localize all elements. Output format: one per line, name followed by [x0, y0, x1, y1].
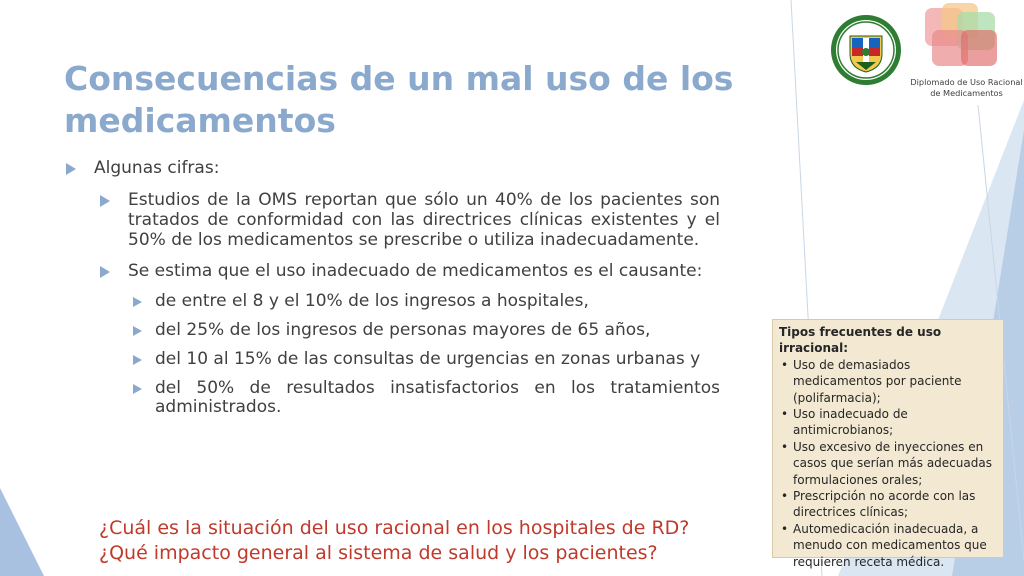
university-seal-icon — [830, 14, 902, 86]
callout-item — [779, 521, 997, 570]
color-squares-icon — [925, 3, 997, 66]
bullet-level2 — [64, 261, 720, 281]
bullet-text: Algunas cifras: — [94, 158, 220, 178]
question-line: ¿Cuál es la situación del uso racional en los hospitales de RD? — [99, 517, 690, 539]
bullet-text: Estudios de la OMS reportan que sólo un 40% de los pacientes son tratados de conformidad con las directrices clínicas existentes y el 50% de los medicamentos se prescribe o utiliza inadecuadamente. — [128, 190, 720, 250]
right-triangle-icon — [66, 163, 76, 175]
callout-item — [779, 406, 997, 439]
callout-item-text: Automedicación inadecuada, a menudo con medicamentos que requieren receta médica. — [793, 521, 987, 569]
right-triangle-icon — [100, 266, 110, 278]
slide-title: Consecuencias de un mal uso de los medicamentos — [64, 59, 734, 140]
right-triangle-icon — [133, 326, 142, 336]
question-line: ¿Qué impacto general al sistema de salud y los pacientes? — [99, 542, 658, 564]
bullet-dot-icon: • — [781, 357, 789, 372]
logo-caption: Diplomado de Uso Racional de Medicamentos — [910, 77, 1023, 98]
bullet-text: del 10 al 15% de las consultas de urgencias en zonas urbanas y — [155, 349, 701, 369]
callout-item — [779, 357, 997, 406]
callout-item — [779, 439, 997, 488]
bullet-text: del 50% de resultados insatisfactorios en los tratamientos administrados. — [155, 378, 720, 417]
callout-item-text: Prescripción no acorde con las directrices clínicas; — [793, 489, 976, 520]
bullet-text: Se estima que el uso inadecuado de medicamentos es el causante: — [128, 261, 703, 281]
bullet-text: de entre el 8 y el 10% de los ingresos a hospitales, — [155, 291, 589, 311]
bullet-dot-icon: • — [781, 407, 789, 422]
callout-item-text: Uso inadecuado de antimicrobianos; — [793, 407, 908, 438]
callout-item-text: Uso de demasiados medicamentos por paciente (polifarmacia); — [793, 357, 962, 405]
callout-item-text: Uso excesivo de inyecciones en casos que serían más adecuadas formulaciones orales; — [793, 439, 992, 487]
right-triangle-icon — [133, 297, 142, 307]
bullet-text: del 25% de los ingresos de personas mayores de 65 años, — [155, 320, 651, 340]
bullet-dot-icon: • — [781, 489, 789, 504]
bullet-level1 — [64, 158, 720, 178]
right-triangle-icon — [133, 384, 142, 394]
callout-list — [779, 357, 997, 570]
question-block — [99, 516, 779, 566]
right-triangle-icon — [100, 195, 110, 207]
callout-box — [772, 319, 1004, 569]
bullet-list — [64, 158, 720, 427]
bullet-level3 — [64, 379, 720, 417]
bullet-dot-icon: • — [781, 521, 789, 536]
bullet-level3 — [64, 292, 720, 311]
bullet-level3 — [64, 321, 720, 340]
callout-item — [779, 488, 997, 521]
callout-title: Tipos frecuentes de uso irracional: — [779, 325, 942, 356]
bullet-level3 — [64, 350, 720, 369]
bullet-level2 — [64, 190, 720, 250]
bullet-dot-icon: • — [781, 439, 789, 454]
left-stripe — [0, 488, 44, 576]
right-triangle-icon — [133, 355, 142, 365]
